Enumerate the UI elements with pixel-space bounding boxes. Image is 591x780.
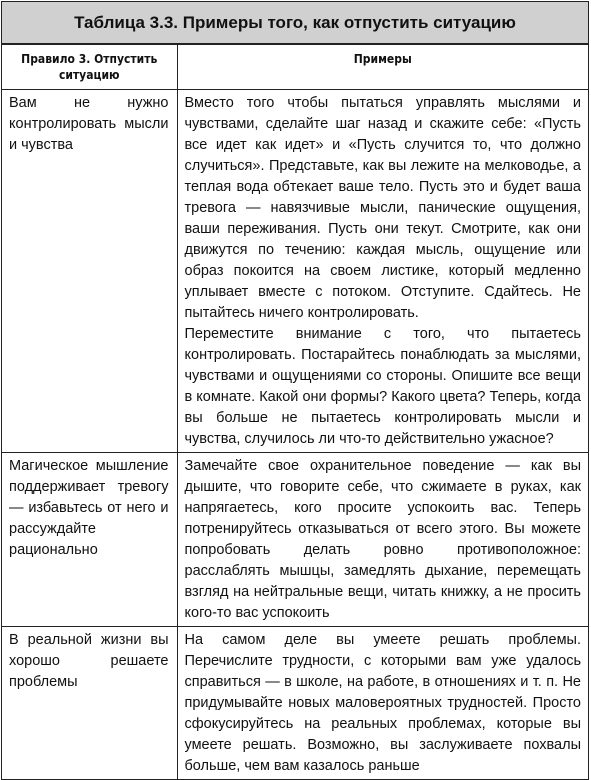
- rule-cell: Вам не нужно контролировать мысли и чувства: [2, 90, 177, 453]
- example-paragraph: Замечайте свое охранительное поведение — как вы дышите, что говорите себе, что сжимаете в руках, как напрягаетесь, кого просите успокоить вас. Теперь потренируйтесь отказываться от всего этого. Вы можете попробовать делать ровно противоположное: расслаблять мышцы, замедлять дыхание, перемещать взгляд на нейтральные вещи, читать книжку, а не просить кого-то вас успокоить: [184, 458, 581, 621]
- rule-cell: В реальной жизни вы хорошо решаете проблемы: [2, 627, 177, 780]
- example-paragraph: Вместо того чтобы пытаться управлять мыслями и чувствами, сделайте шаг назад и скажите себе: «Пусть все идет как идет» и «Пусть случится то, что должно случиться». Представьте, как вы лежите на мелководье, а теплая вода обтекает ваше тело. Пусть это и будет ваша тревога — навязчивые мысли, панические ощущения, ваши переживания. Пусть они текут. Смотрите, как они движутся по течению: каждая мысль, ощущение или образ покоится на своем листике, который медленно уплывает вместе с потоком. Отступите. Сдайтесь. Не пытайтесь ничего контролировать.: [184, 95, 581, 321]
- table-row: [2, 90, 588, 453]
- examples-table: [2, 44, 588, 779]
- table-row: [2, 453, 588, 627]
- header-examples: Примеры: [177, 45, 588, 90]
- table-3-3: [1, 1, 589, 780]
- example-paragraph: На самом деле вы умеете решать проблемы. Перечислите трудности, с которыми вам уже удалось справиться — в школе, на работе, в отношениях и т. п. Не придумывайте новых маловероятных трудностей. Просто сфокусируйтесь на реальных проблемах, которые вы умеете решать. Возможно, вы заслуживаете похвалы больше, чем вам казалось раньше: [184, 632, 581, 774]
- examples-cell: [177, 90, 588, 453]
- table-header-row: [2, 45, 588, 90]
- table-caption: Таблица 3.3. Примеры того, как отпустить ситуацию: [2, 2, 588, 44]
- examples-cell: [177, 627, 588, 780]
- examples-cell: [177, 453, 588, 627]
- table-row: [2, 627, 588, 780]
- rule-cell: Магическое мышление поддерживает тревогу — избавьтесь от него и рассуждайте рационально: [2, 453, 177, 627]
- example-paragraph: Переместите внимание с того, что пытаетесь контролировать. Постарайтесь понаблюдать за мыслями, чувствами и ощущениями со стороны. Опишите все вещи в комнате. Какой они формы? Какого цвета? Теперь, когда вы больше не пытаетесь контролировать мысли и чувства, случилось ли что-то действительно ужасное?: [184, 326, 581, 447]
- header-rule: Правило 3. Отпустить ситуацию: [2, 45, 177, 90]
